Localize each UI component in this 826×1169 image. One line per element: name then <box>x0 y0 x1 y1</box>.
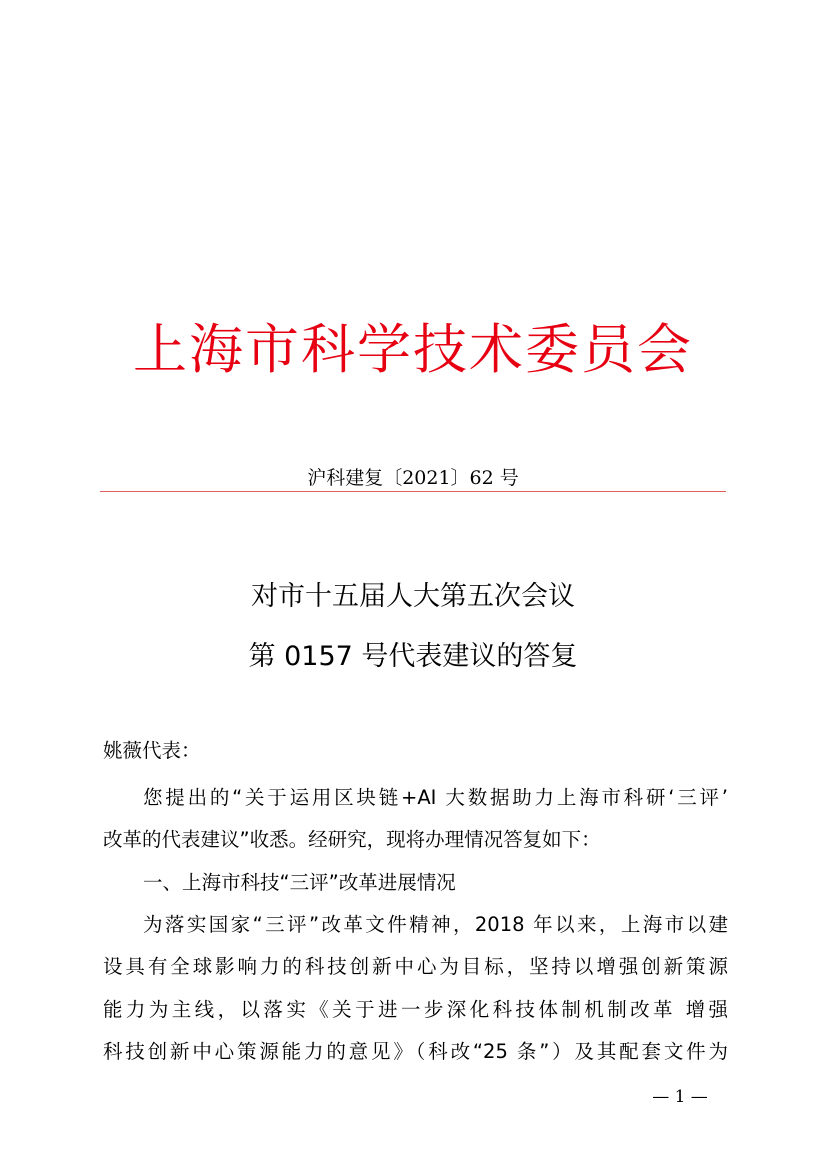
red-divider-line <box>100 491 726 492</box>
salutation: 姚薇代表： <box>103 739 201 762</box>
paragraph-2-line-4: 科技创新中心策源能力的意见》（科改“25 条”）及其配套文件为 <box>103 1040 728 1063</box>
paragraph-2-line-1: 为落实国家“三评”改革文件精神，2018 年以来，上海市以建 <box>143 913 728 936</box>
document-number: 沪科建复〔2021〕62 号 <box>307 467 519 489</box>
page-number: — 1 — <box>652 1087 708 1107</box>
org-title: 上海市科学技术委员会 <box>133 318 693 381</box>
paragraph-2-line-2: 设具有全球影响力的科技创新中心为目标，坚持以增强创新策源 <box>103 955 728 978</box>
paragraph-1-line-1: 您提出的“关于运用区块链+AI 大数据助力上海市科研‘三评’ <box>143 786 728 809</box>
section-1-heading: 一、上海市科技“三评”改革进展情况 <box>143 871 456 894</box>
paragraph-2-line-3: 能力为主线，以落实《关于进一步深化科技体制机制改革 增强 <box>103 998 728 1021</box>
document-title-line-1: 对市十五届人大第五次会议 <box>251 581 575 612</box>
paragraph-1-line-2: 改革的代表建议”收悉。经研究，现将办理情况答复如下： <box>103 828 601 851</box>
document-title-line-2: 第 0157 号代表建议的答复 <box>248 641 578 672</box>
